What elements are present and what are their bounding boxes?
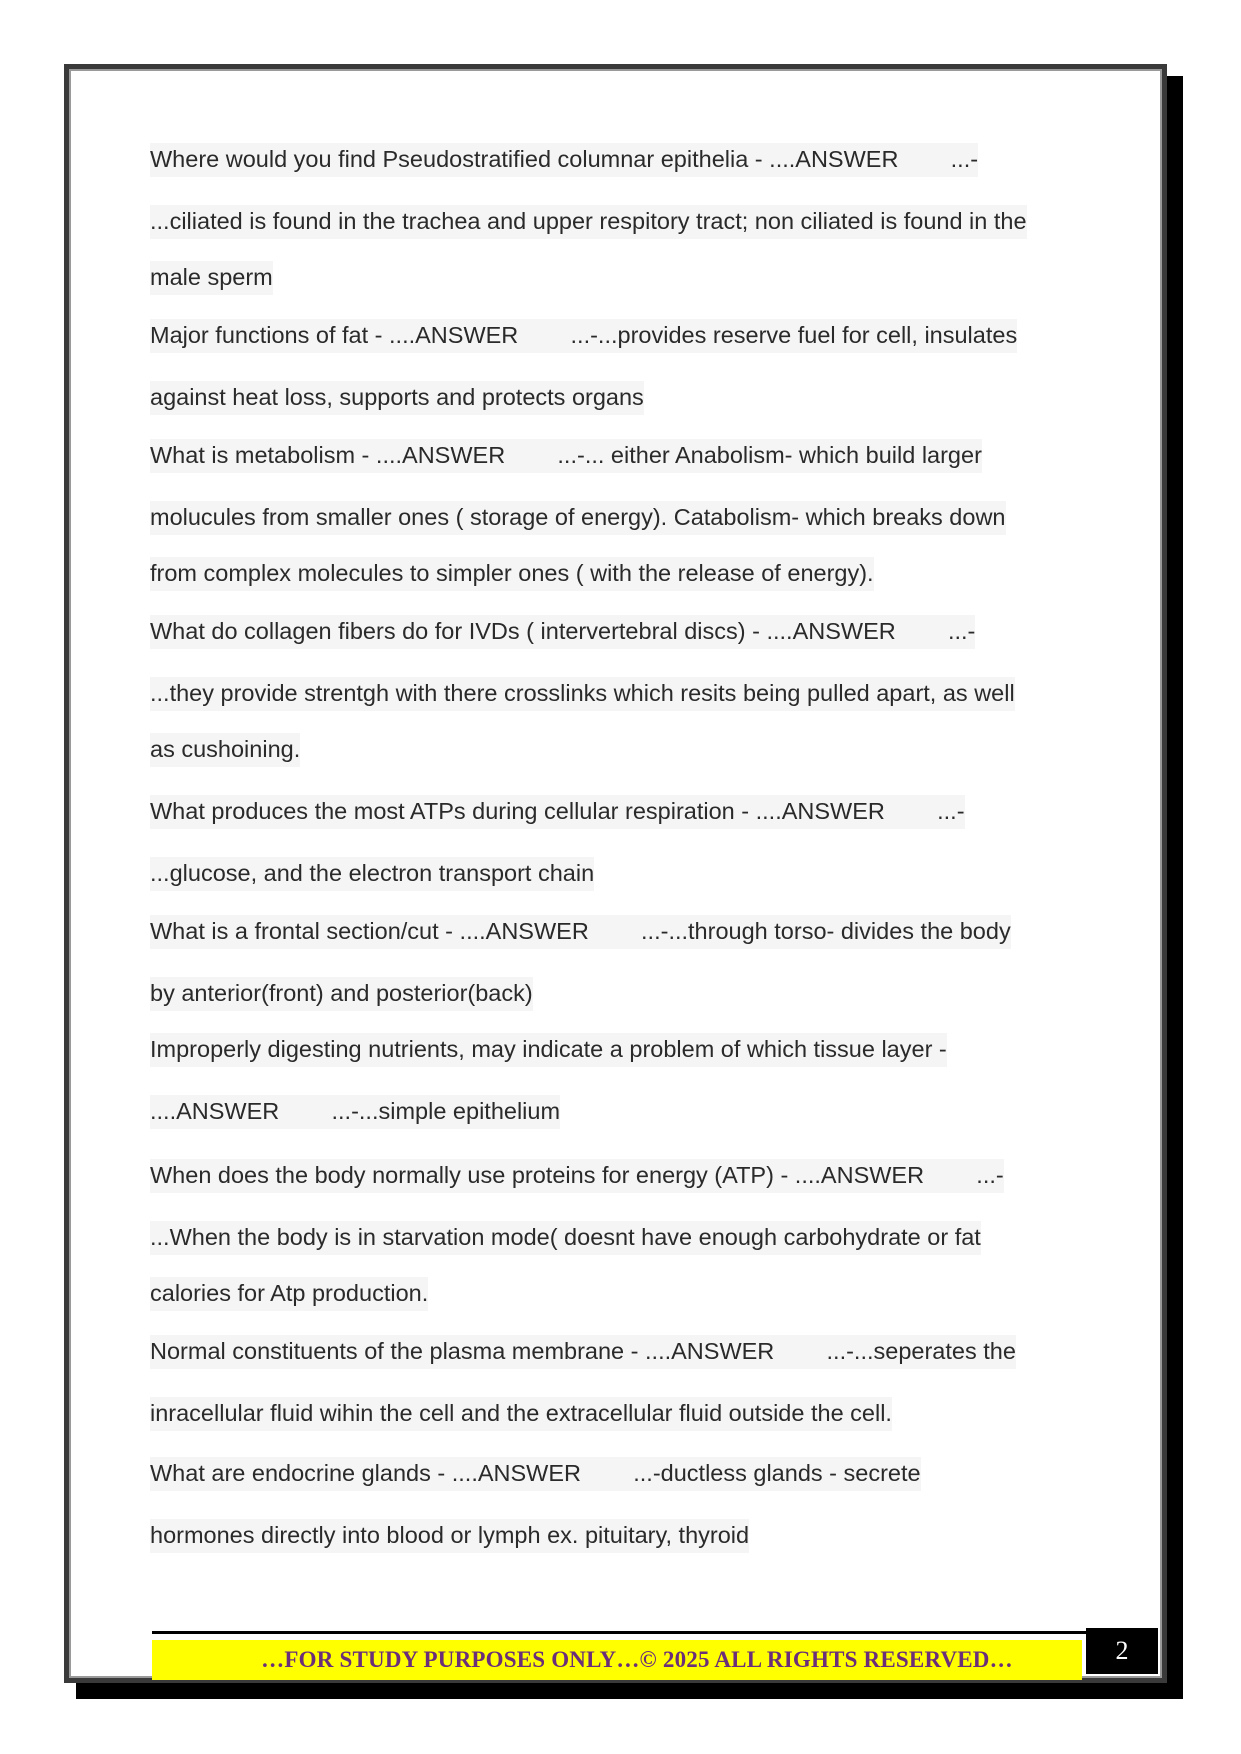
text-line-10 xyxy=(150,682,1015,706)
text-line-24 xyxy=(150,1524,749,1548)
text-line-17-text: ....ANSWER ...-...simple epithelium xyxy=(150,1095,560,1129)
page-number-box xyxy=(1086,1628,1158,1674)
text-line-12-text: What produces the most ATPs during cellular respiration - ....ANSWER ...- xyxy=(150,795,965,829)
text-line-13 xyxy=(150,862,594,886)
text-line-24-text: hormones directly into blood or lymph ex. pituitary, thyroid xyxy=(150,1519,749,1553)
text-line-20 xyxy=(150,1282,428,1306)
text-line-15 xyxy=(150,982,533,1006)
text-line-14-text: What is a frontal section/cut - ....ANSWER ...-...through torso- divides the body xyxy=(150,915,1011,949)
text-line-4-text: Major functions of fat - ....ANSWER ...-...provides reserve fuel for cell, insulates xyxy=(150,319,1017,353)
text-line-23-text: What are endocrine glands - ....ANSWER ...-ductless glands - secrete xyxy=(150,1457,921,1491)
text-line-3 xyxy=(150,266,273,290)
text-line-1-text: Where would you find Pseudostratified columnar epithelia - ....ANSWER ...- xyxy=(150,143,978,177)
text-line-2 xyxy=(150,210,1027,234)
page-number: 2 xyxy=(1115,1636,1129,1665)
text-line-6-text: What is metabolism - ....ANSWER ...-... either Anabolism- which build larger xyxy=(150,439,982,473)
text-line-3-text: male sperm xyxy=(150,261,273,295)
text-line-17 xyxy=(150,1100,560,1124)
text-line-7-text: molucules from smaller ones ( storage of energy). Catabolism- which breaks down xyxy=(150,501,1006,535)
text-line-19 xyxy=(150,1226,981,1250)
text-line-16 xyxy=(150,1038,947,1062)
text-line-18-text: When does the body normally use proteins for energy (ATP) - ....ANSWER ...- xyxy=(150,1159,1004,1193)
text-line-21 xyxy=(150,1340,1016,1364)
text-line-18 xyxy=(150,1164,1004,1188)
text-line-14 xyxy=(150,920,1011,944)
text-line-9-text: What do collagen fibers do for IVDs ( intervertebral discs) - ....ANSWER ...- xyxy=(150,615,975,649)
text-line-8-text: from complex molecules to simpler ones ( with the release of energy). xyxy=(150,557,874,591)
text-line-7 xyxy=(150,506,1006,530)
text-line-4 xyxy=(150,324,1017,348)
text-line-11 xyxy=(150,738,300,762)
text-line-13-text: ...glucose, and the electron transport chain xyxy=(150,857,594,891)
text-line-1 xyxy=(150,148,978,172)
text-line-9 xyxy=(150,620,975,644)
text-line-21-text: Normal constituents of the plasma membrane - ....ANSWER ...-...seperates the xyxy=(150,1335,1016,1369)
text-line-22-text: inracellular fluid wihin the cell and the extracellular fluid outside the cell. xyxy=(150,1397,892,1431)
text-line-11-text: as cushoining. xyxy=(150,733,300,767)
text-line-12 xyxy=(150,800,965,824)
text-line-5-text: against heat loss, supports and protects organs xyxy=(150,381,644,415)
text-line-8 xyxy=(150,562,874,586)
text-line-22 xyxy=(150,1402,892,1426)
text-line-23 xyxy=(150,1462,921,1486)
text-line-2-text: ...ciliated is found in the trachea and upper respitory tract; non ciliated is found in the xyxy=(150,205,1027,239)
text-line-20-text: calories for Atp production. xyxy=(150,1277,428,1311)
text-line-6 xyxy=(150,444,982,468)
text-line-10-text: ...they provide strentgh with there crosslinks which resits being pulled apart, as well xyxy=(150,677,1015,711)
footer-band xyxy=(152,1640,1082,1680)
text-line-15-text: by anterior(front) and posterior(back) xyxy=(150,977,533,1011)
text-line-19-text: ...When the body is in starvation mode( doesnt have enough carbohydrate or fat xyxy=(150,1221,981,1255)
footer-rule xyxy=(152,1631,1086,1634)
footer-copyright: …FOR STUDY PURPOSES ONLY…© 2025 ALL RIGHTS RESERVED… xyxy=(261,1647,1013,1672)
text-line-5 xyxy=(150,386,644,410)
text-line-16-text: Improperly digesting nutrients, may indicate a problem of which tissue layer - xyxy=(150,1033,947,1067)
